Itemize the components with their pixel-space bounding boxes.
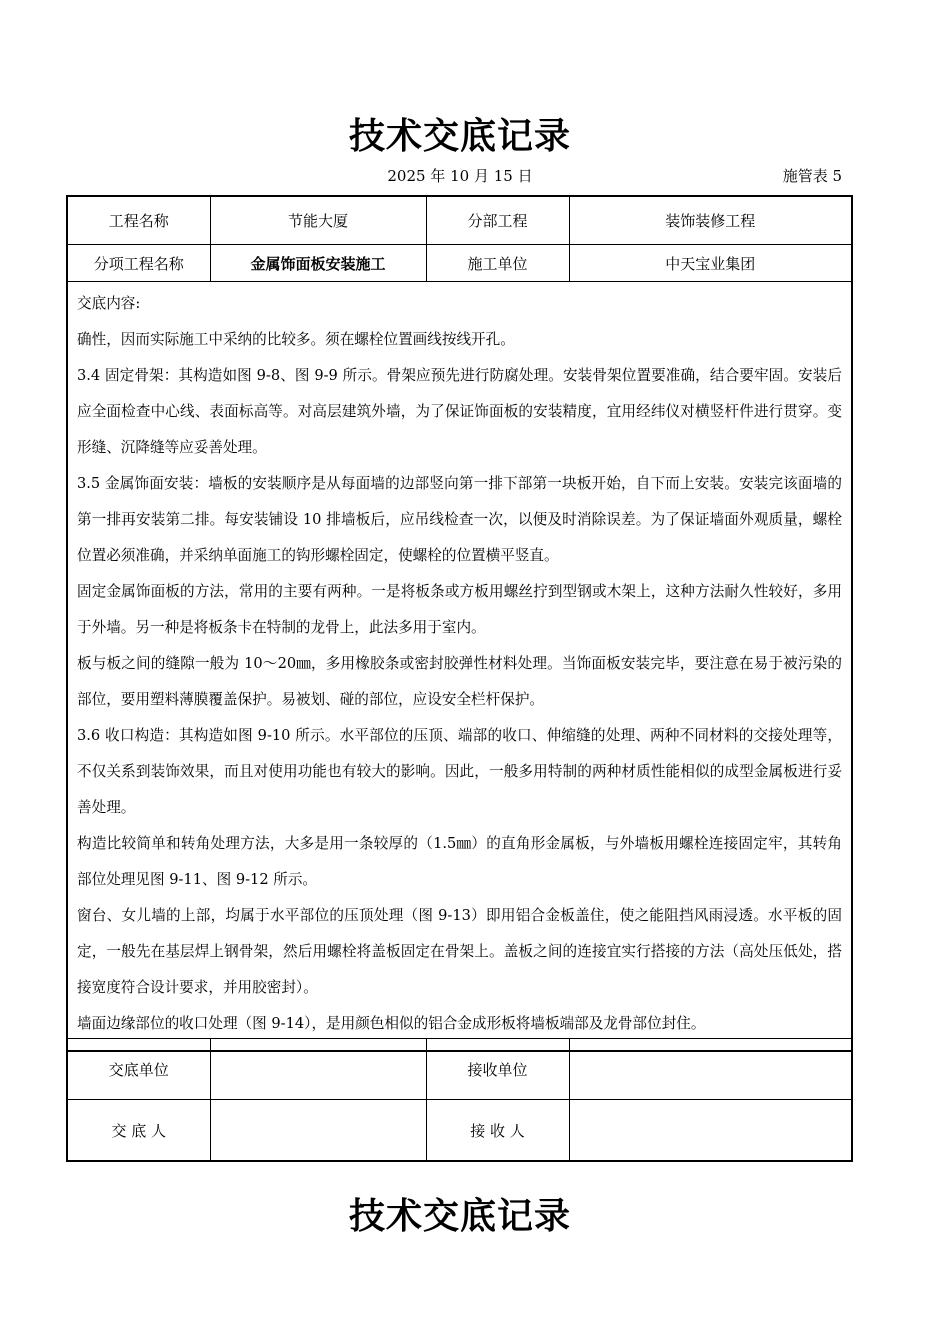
receiver-field[interactable]: [569, 1100, 852, 1162]
project-name-value: 节能大厦: [210, 196, 426, 245]
disclosure-content: [67, 282, 852, 1052]
receiver-label: 接 收 人: [426, 1100, 569, 1162]
issuer-unit-label: 交底单位: [67, 1039, 210, 1100]
content-row: [67, 282, 852, 1052]
header-row-1: [67, 196, 852, 245]
issuer-field[interactable]: [210, 1100, 426, 1162]
project-name-label: 工程名称: [67, 196, 210, 245]
content-paragraph: 构造比较简单和转角处理方法，大多是用一条较厚的（1.5㎜）的直角形金属板，与外墙板用螺栓连接固定牢，其转角部位处理见图 9-11、图 9-12 所示。: [77, 835, 843, 888]
form-number: 施管表 5: [782, 167, 842, 185]
issuer-unit-field[interactable]: [210, 1039, 426, 1100]
content-paragraph: 3.6 收口构造：其构造如图 9-10 所示。水平部位的压顶、端部的收口、伸缩缝的处理、两种不同材料的交接处理等，不仅关系到装饰效果，而且对使用功能也有较大的影响。因此，一般多用特制的两种材质性能相似的成型金属板进行妥善处理。: [77, 727, 843, 816]
division-label: 分部工程: [426, 196, 569, 245]
content-label: 交底内容:: [77, 295, 141, 312]
person-row: [67, 1100, 852, 1162]
content-paragraph: 固定金属饰面板的方法，常用的主要有两种。一是将板条或方板用螺丝拧到型钢或木架上，这种方法耐久性较好，多用于外墙。另一种是将板条卡在特制的龙骨上，此法多用于室内。: [77, 583, 843, 636]
content-paragraph: 确性，因而实际施工中采纳的比较多。须在螺栓位置画线按线开孔。: [77, 331, 515, 348]
subitem-value: 金属饰面板安装施工: [210, 245, 426, 282]
contractor-value: 中天宝业集团: [569, 245, 852, 282]
content-paragraph: 3.5 金属饰面安装：墙板的安装顺序是从每面墙的边部竖向第一排下部第一块板开始，自下而上安装。安装完该面墙的第一排再安装第二排。每安装铺设 10 排墙板后，应吊线检查一次，以便及时消除误差。为了保证墙面外观质量，螺栓位置必须准确，并采纳单面施工的钩形螺栓固定，使螺栓的位置横平竖直。: [77, 475, 843, 564]
page-title: 技术交底记录: [348, 116, 571, 157]
contractor-label: 施工单位: [426, 245, 569, 282]
signature-table: [66, 1038, 853, 1162]
content-paragraph: 墙面边缘部位的收口处理（图 9-14），是用颜色相似的铝合金成形板将墙板端部及龙骨部位封住。: [77, 1015, 706, 1032]
division-value: 装饰装修工程: [569, 196, 852, 245]
receiver-unit-field[interactable]: [569, 1039, 852, 1100]
receiver-unit-label: 接收单位: [426, 1039, 569, 1100]
header-row-2: [67, 245, 852, 282]
subitem-label: 分项工程名称: [67, 245, 210, 282]
content-paragraph: 3.4 固定骨架：其构造如图 9-8、图 9-9 所示。骨架应预先进行防腐处理。安装骨架位置要准确，结合要牢固。安装后应全面检查中心线、表面标高等。对高层建筑外墙，为了保证饰面板的安装精度，宜用经纬仪对横竖杆件进行贯穿。变形缝、沉降缝等应妥善处理。: [77, 367, 843, 456]
next-page-title: 技术交底记录: [348, 1196, 571, 1237]
disclosure-table: [66, 195, 853, 1052]
issuer-label: 交 底 人: [67, 1100, 210, 1162]
content-paragraph: 窗台、女儿墙的上部，均属于水平部位的压顶处理（图 9-13）即用铝合金板盖住，使之能阻挡风雨浸透。水平板的固定，一般先在基层焊上钢骨架，然后用螺栓将盖板固定在骨架上。盖板之间的连接宜实行搭接的方法（高处压低处，搭接宽度符合设计要求，并用胶密封）。: [77, 907, 843, 996]
unit-row: [67, 1039, 852, 1100]
record-date: 2025 年 10 月 15 日: [387, 167, 533, 185]
content-paragraph: 板与板之间的缝隙一般为 10～20㎜，多用橡胶条或密封胶弹性材料处理。当饰面板安装完毕，要注意在易于被污染的部位，要用塑料薄膜覆盖保护。易被划、碰的部位，应设安全栏杆保护。: [77, 655, 843, 708]
